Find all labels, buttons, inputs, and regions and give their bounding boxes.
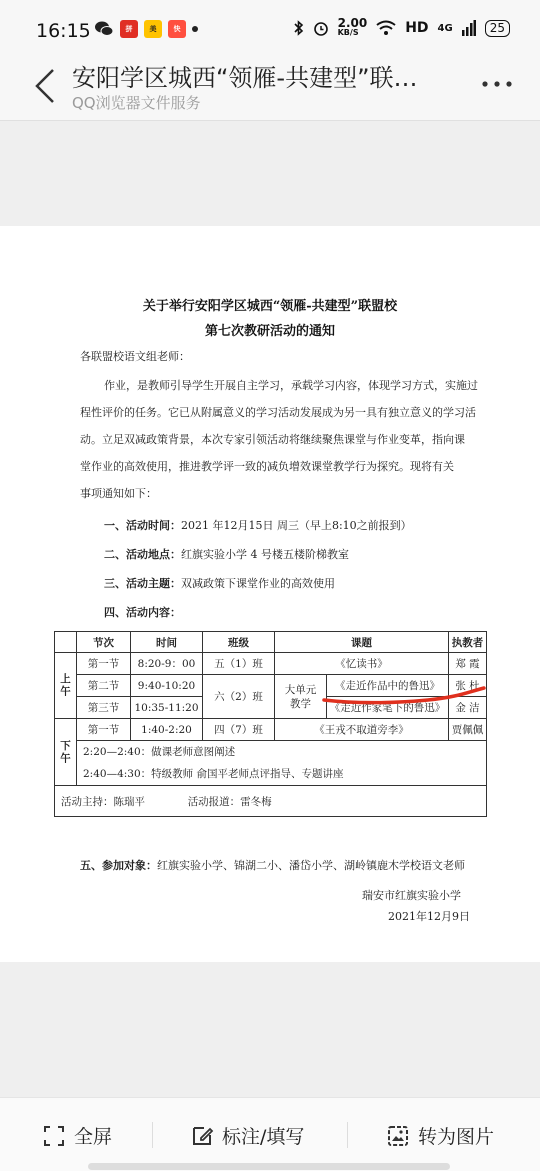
afternoon-note: 2:40—4:30：特级教师 俞国平老师点评指导、专题讲座 xyxy=(83,768,344,780)
page-title: 安阳学区城西“领雁-共建型”联… xyxy=(72,64,418,92)
table-cell: 张 杜 xyxy=(449,675,487,697)
signature-date: 2021年12月9日 xyxy=(388,910,470,923)
table-cell: 8:20-9：00 xyxy=(131,653,203,675)
table-header-cell: 节次 xyxy=(77,632,131,653)
item-location xyxy=(104,546,349,562)
table-cell: 9:40-10:20 xyxy=(131,675,203,697)
status-right xyxy=(294,18,510,38)
more-options-icon[interactable] xyxy=(480,74,514,94)
network-type: 4G xyxy=(437,22,453,34)
bottom-toolbar xyxy=(0,1097,540,1171)
table-header-cell xyxy=(55,632,77,653)
paragraph-line: 堂作业的高效使用，推进教学评一致的减负增效课堂教学行为探究。现将有关 xyxy=(80,460,454,473)
table-cell: 金 洁 xyxy=(449,697,487,719)
table-header-cell: 班级 xyxy=(203,632,275,653)
meituan-icon: 美 xyxy=(144,20,162,38)
table-cell: 10:35-11:20 xyxy=(131,697,203,719)
toolbar-divider xyxy=(347,1122,348,1148)
table-cell: 六（2）班 xyxy=(203,675,275,719)
table-cell: 第二节 xyxy=(77,675,131,697)
afternoon-notes-cell xyxy=(77,741,487,786)
fullscreen-button[interactable] xyxy=(42,1122,112,1149)
salutation: 各联盟校语文组老师： xyxy=(80,350,190,363)
item-time-value: 2021 年12月15日 周三（早上8:10之前报到） xyxy=(181,519,412,532)
table-row xyxy=(55,741,487,786)
alarm-icon xyxy=(313,20,329,36)
signal-icon xyxy=(462,20,476,36)
table-cell: 四（7）班 xyxy=(203,719,275,741)
item-theme-label: 三、活动主题： xyxy=(104,577,181,590)
afternoon-note: 2:20—2:40：做课老师意图阐述 xyxy=(83,746,236,758)
item-time xyxy=(104,517,412,533)
table-cell: 《走近作家笔下的鲁迅》 xyxy=(327,697,449,719)
paragraph-line: 程性评价的任务。它已从附属意义的学习活动发展成为另一具有独立意义的学习活 xyxy=(80,406,476,419)
table-row xyxy=(55,719,487,741)
viewer-background-bottom xyxy=(0,962,540,1097)
speed-unit: KB/S xyxy=(337,28,359,37)
bluetooth-icon xyxy=(294,20,304,36)
table-cell: 《忆读书》 xyxy=(275,653,449,675)
table-row xyxy=(55,675,487,697)
item-location-label: 二、活动地点： xyxy=(104,548,181,561)
table-cell: 贾佩佩 xyxy=(449,719,487,741)
table-cell: 五（1）班 xyxy=(203,653,275,675)
convert-to-image-button[interactable] xyxy=(386,1122,494,1149)
schedule-table xyxy=(54,631,487,817)
status-time: 16:15 xyxy=(36,20,91,42)
table-cell: 《王戎不取道旁李》 xyxy=(275,719,449,741)
home-indicator xyxy=(88,1163,450,1170)
status-bar xyxy=(0,0,540,56)
item-location-value: 红旗实验小学 4 号楼五楼阶梯教室 xyxy=(181,548,349,561)
signature-school: 瑞安市红旗实验小学 xyxy=(362,889,461,902)
table-header-cell: 时间 xyxy=(131,632,203,653)
kuaishou-icon: 快 xyxy=(168,20,186,38)
item-participants xyxy=(80,857,465,873)
item-theme xyxy=(104,575,335,591)
table-cell: 第三节 xyxy=(77,697,131,719)
table-cell: 第一节 xyxy=(77,653,131,675)
table-header-cell: 课题 xyxy=(275,632,449,653)
annotate-label: 标注/填写 xyxy=(222,1126,305,1148)
hd-label: HD xyxy=(405,20,429,36)
afternoon-label: 下午 xyxy=(55,719,77,786)
battery-level: 25 xyxy=(485,20,510,37)
table-footer-row xyxy=(55,786,487,817)
network-speed xyxy=(338,18,368,38)
wechat-icon xyxy=(94,20,114,38)
item-time-label: 一、活动时间： xyxy=(104,519,181,532)
paragraph-line: 事项通知如下： xyxy=(80,487,157,500)
viewer-background-top xyxy=(0,121,540,226)
table-cell: 第一节 xyxy=(77,719,131,741)
paragraph-line: 作业，是教师引导学生开展自主学习，承载学习内容，体现学习方式，实施过 xyxy=(104,379,478,392)
unit-teaching-cell: 大单元教学 xyxy=(275,675,327,719)
pinduoduo-icon: 拼 xyxy=(120,20,138,38)
paragraph-line: 动。立足双减政策背景，本次专家引领活动将继续聚焦课堂与作业变革，指向课 xyxy=(80,433,465,446)
table-cell: 1:40-2:20 xyxy=(131,719,203,741)
wifi-icon xyxy=(376,20,396,36)
edit-icon xyxy=(190,1124,214,1148)
table-row xyxy=(55,653,487,675)
fullscreen-icon xyxy=(42,1124,66,1148)
annotate-button[interactable] xyxy=(190,1122,304,1149)
morning-label: 上午 xyxy=(55,653,77,719)
more-notifications-dot xyxy=(192,26,198,32)
speed-value: 2.00 xyxy=(337,16,368,30)
item-theme-value: 双减政策下课堂作业的高效使用 xyxy=(181,577,335,590)
back-arrow-icon[interactable] xyxy=(28,66,66,106)
item-content-label: 四、活动内容： xyxy=(104,606,181,619)
doc-title-line2: 第七次教研活动的通知 xyxy=(204,324,335,339)
convert-to-image-label: 转为图片 xyxy=(418,1126,495,1148)
table-cell: 《走近作品中的鲁迅》 xyxy=(327,675,449,697)
title-bar xyxy=(0,56,540,121)
item-participants-value: 红旗实验小学、锦湖二小、潘岱小学、湖岭镇鹿木学校语文老师 xyxy=(157,859,465,872)
table-footer-cell xyxy=(55,786,487,817)
table-header-row xyxy=(55,632,487,653)
host-label: 活动主持：陈瑞平 xyxy=(61,795,145,808)
toolbar-divider xyxy=(152,1122,153,1148)
image-convert-icon xyxy=(386,1124,410,1148)
doc-title-line1: 关于举行安阳学区城西“领雁-共建型”联盟校 xyxy=(142,299,398,314)
fullscreen-label: 全屏 xyxy=(74,1126,113,1148)
report-label: 活动报道：雷冬梅 xyxy=(187,795,272,808)
item-participants-label: 五、参加对象： xyxy=(80,859,157,872)
table-cell: 郑 霞 xyxy=(449,653,487,675)
notification-icons xyxy=(94,20,198,38)
page-subtitle: QQ浏览器文件服务 xyxy=(72,94,201,112)
table-header-cell: 执教者 xyxy=(449,632,487,653)
